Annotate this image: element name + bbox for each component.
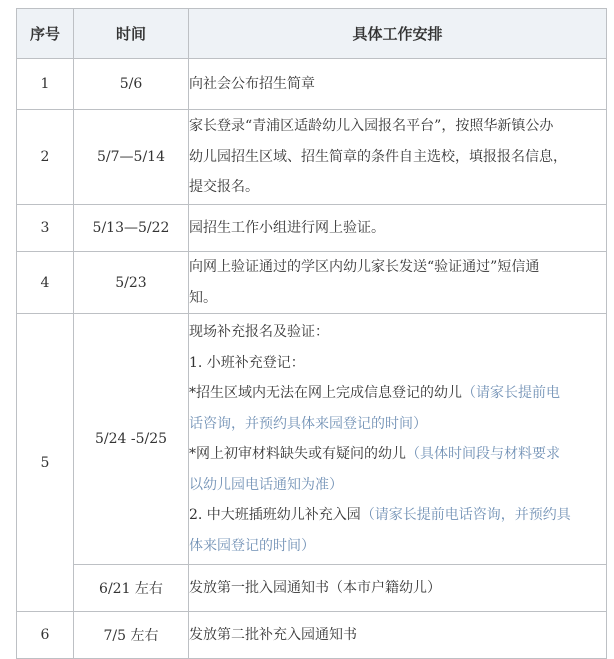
task-note: （请家长提前电 xyxy=(462,385,560,401)
table-row xyxy=(17,59,607,110)
table-row xyxy=(17,314,607,565)
task-note: （具体时间段与材料要求 xyxy=(406,446,560,462)
header-time: 时间 xyxy=(74,9,189,59)
row-time: 7/5 左右 xyxy=(74,612,189,659)
task-line xyxy=(189,378,606,409)
task-note: （请家长提前电话咨询，并预约具 xyxy=(360,507,571,523)
header-task: 具体工作安排 xyxy=(189,9,607,59)
row-time: 5/23 xyxy=(74,252,189,314)
row-task xyxy=(189,110,607,205)
row-time: 5/24 -5/25 xyxy=(74,314,189,565)
task-line: 提交报名。 xyxy=(189,179,259,196)
row-index: 1 xyxy=(17,59,74,110)
task-line: 向社会公布招生简章 xyxy=(189,75,315,92)
row-task xyxy=(189,612,607,659)
row-index: 5 xyxy=(17,314,74,612)
table-row xyxy=(17,205,607,252)
table-row xyxy=(17,252,607,314)
task-line: 幼儿园招生区域、招生简章的条件自主选校，填报报名信息， xyxy=(189,148,567,165)
row-task xyxy=(189,252,607,314)
task-text: *招生区域内无法在网上完成信息登记的幼儿 xyxy=(189,385,462,401)
table-row xyxy=(17,110,607,205)
row-task xyxy=(189,314,607,565)
task-line: 向网上验证通过的学区内幼儿家长发送“验证通过”短信通 xyxy=(189,259,540,275)
task-line: 发放第一批入园通知书（本市户籍幼儿） xyxy=(189,579,441,596)
row-index: 6 xyxy=(17,612,74,659)
row-time: 5/13—5/22 xyxy=(74,205,189,252)
header-index: 序号 xyxy=(17,9,74,59)
schedule-table xyxy=(16,8,607,659)
task-line: 1. 小班补充登记： xyxy=(189,354,305,371)
task-line: 知。 xyxy=(189,289,217,306)
task-line xyxy=(189,500,606,531)
header-row xyxy=(17,9,607,59)
task-line: 现场补充报名及验证： xyxy=(189,324,329,340)
task-line: 园招生工作小组进行网上验证。 xyxy=(189,219,385,236)
task-line: 发放第二批补充入园通知书 xyxy=(189,626,357,643)
task-line: 家长登录“青浦区适龄幼儿入园报名平台”，按照华新镇公办 xyxy=(189,118,554,135)
table-row xyxy=(17,612,607,659)
row-index: 4 xyxy=(17,252,74,314)
row-time: 6/21 左右 xyxy=(74,565,189,612)
task-text: *网上初审材料缺失或有疑问的幼儿 xyxy=(189,446,406,462)
row-time: 5/7—5/14 xyxy=(74,110,189,205)
task-note-line: 体来园登记的时间） xyxy=(189,537,315,554)
table-row xyxy=(17,565,607,612)
row-task xyxy=(189,205,607,252)
row-index: 2 xyxy=(17,110,74,205)
row-time: 5/6 xyxy=(74,59,189,110)
row-index: 3 xyxy=(17,205,74,252)
task-text: 2. 中大班插班幼儿补充入园 xyxy=(189,507,361,523)
row-task xyxy=(189,59,607,110)
task-note-line: 以幼儿园电话通知为准） xyxy=(189,476,343,493)
task-note-line: 话咨询，并预约具体来园登记的时间） xyxy=(189,415,427,432)
task-line xyxy=(189,439,606,470)
row-task xyxy=(189,565,607,612)
